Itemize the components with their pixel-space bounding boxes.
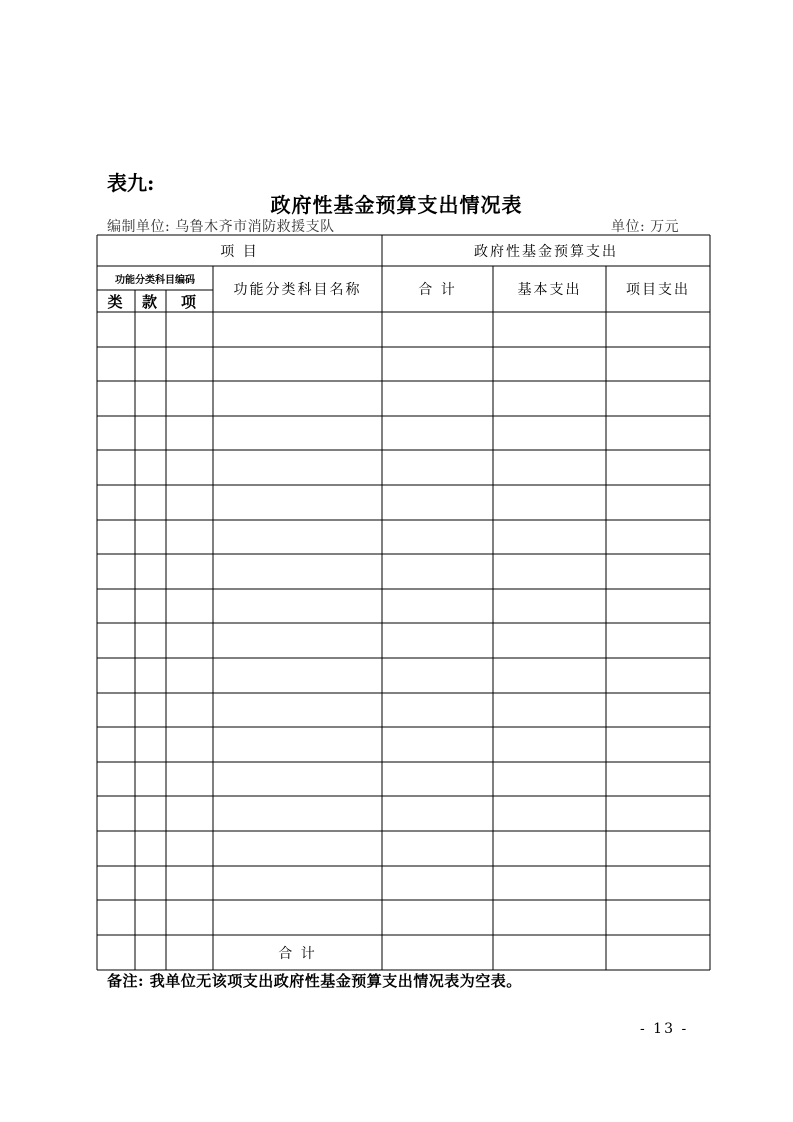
document-title: 政府性基金预算支出情况表 xyxy=(270,193,523,217)
header-code-group: 功能分类科目编码 xyxy=(115,274,195,286)
header-budget-group: 政府性基金预算支出 xyxy=(474,243,618,260)
table-label: 表九: xyxy=(107,171,155,195)
compiler-unit: 编制单位: 乌鲁木齐市消防救援支队 xyxy=(107,219,335,235)
header-xiang: 项 xyxy=(180,292,198,311)
header-basic-expenditure: 基本支出 xyxy=(517,282,582,298)
total-row-label: 合 计 xyxy=(278,946,317,962)
header-project: 项 目 xyxy=(220,243,259,260)
header-subject-name: 功能分类科目名称 xyxy=(233,282,362,298)
header-total: 合 计 xyxy=(418,282,457,298)
header-project-expenditure: 项目支出 xyxy=(626,282,690,298)
page-number: - 13 - xyxy=(640,1021,689,1037)
header-kuan: 款 xyxy=(141,292,159,311)
currency-unit: 单位: 万元 xyxy=(611,219,680,235)
header-lei: 类 xyxy=(107,292,125,311)
footnote: 备注: 我单位无该项支出政府性基金预算支出情况表为空表。 xyxy=(107,972,522,990)
